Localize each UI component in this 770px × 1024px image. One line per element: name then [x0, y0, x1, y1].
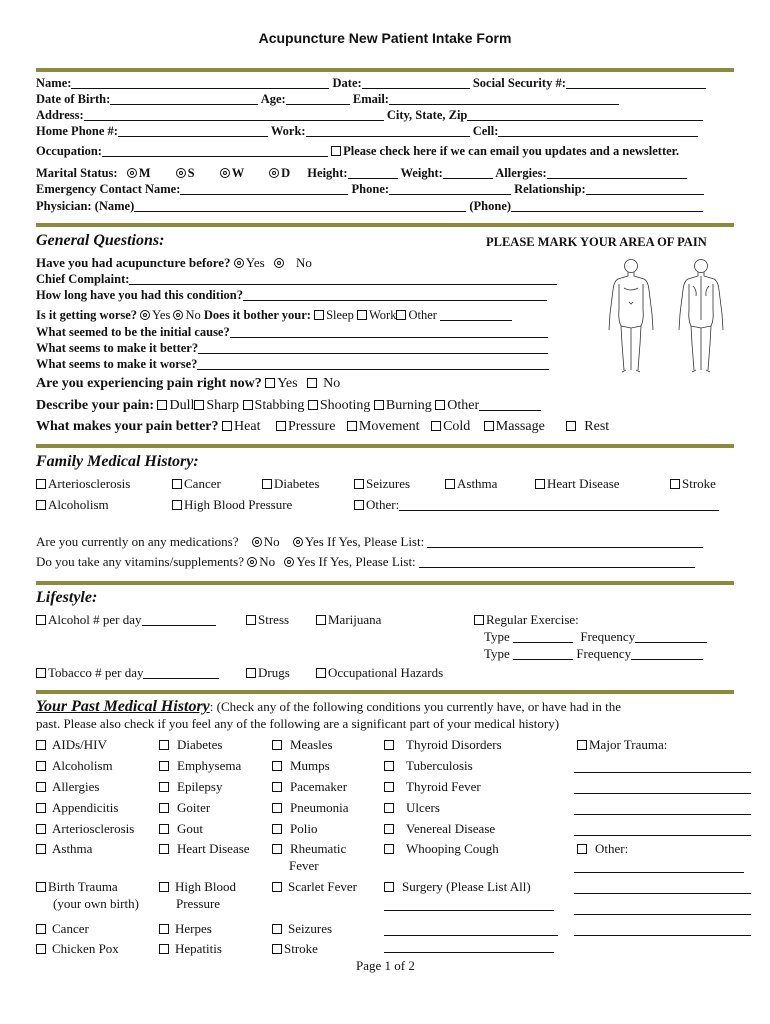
newsletter-checkbox[interactable] [331, 146, 341, 156]
had-acu-label: Have you had acupuncture before? [36, 255, 231, 270]
better-heat-checkbox[interactable] [222, 421, 232, 431]
home-phone-label: Home Phone #: [36, 124, 118, 138]
name-field[interactable] [71, 76, 329, 89]
rheumatic-fever-cont: Fever [289, 858, 319, 873]
exercise-label: Regular Exercise: [486, 612, 579, 627]
yes-label: Yes [152, 308, 171, 322]
better-label: What seems to make it better? [36, 341, 199, 355]
worse-no-radio[interactable] [173, 310, 183, 320]
alcohol-field[interactable] [142, 613, 216, 626]
worse2-field[interactable] [197, 357, 549, 370]
stroke-label: Stroke [284, 941, 318, 956]
pmh-label: Gout [177, 821, 203, 836]
pain-burning: Burning [385, 398, 432, 413]
page-title: Acupuncture New Patient Intake Form [258, 30, 512, 46]
fam-hbp-checkbox[interactable] [172, 500, 182, 510]
pmh-checkbox[interactable] [384, 761, 394, 771]
ssn-label: Social Security #: [472, 76, 566, 90]
past-intro-1: : (Check any of the following conditions you currently have, or have had in the [209, 699, 621, 714]
pmh-label: Whooping Cough [406, 841, 499, 856]
general-heading: General Questions: [36, 232, 165, 249]
makes-better-label: What makes your pain better? [36, 419, 219, 434]
fam-alcoholism-checkbox[interactable] [36, 500, 46, 510]
pain-sharp-checkbox[interactable] [194, 400, 204, 410]
chief-label: Chief Complaint: [36, 272, 130, 286]
age-label: Age: [260, 92, 286, 106]
allergies-field[interactable] [547, 166, 687, 179]
better-cold: Cold [443, 419, 471, 434]
tobacco-label: Tobacco # per day [48, 665, 144, 680]
better-rest-checkbox[interactable] [566, 421, 576, 431]
physician-field[interactable] [134, 199, 466, 212]
marital-w: W [231, 166, 245, 180]
hbp-checkbox[interactable] [159, 882, 169, 892]
pmh-label: Arteriosclerosis [52, 821, 135, 836]
pmh-label: Heart Disease [177, 841, 250, 856]
marital-w-radio[interactable] [220, 168, 230, 178]
pmh-checkbox[interactable] [36, 824, 46, 834]
surgery-line-2[interactable] [384, 935, 558, 936]
city-field[interactable] [467, 108, 703, 121]
pmh-checkbox[interactable] [159, 740, 169, 750]
better-movement: Movement [358, 419, 420, 434]
pmh-label: AIDs/HIV [52, 737, 107, 752]
major-trauma-label: Major Trauma: [589, 737, 668, 752]
marijuana-checkbox[interactable] [316, 615, 326, 625]
no-label: No [263, 534, 280, 549]
marital-m-radio[interactable] [127, 168, 137, 178]
fam-cancer: Cancer [184, 476, 221, 491]
own-birth-label: (your own birth) [53, 896, 139, 911]
other-field[interactable] [440, 308, 512, 321]
pmh-label: Mumps [290, 758, 330, 773]
pmh-item[interactable] [272, 758, 330, 774]
pmh-label: Measles [290, 737, 333, 752]
describe-label: Describe your pain [36, 398, 150, 413]
chief-field[interactable] [129, 272, 557, 285]
better-pressure-checkbox[interactable] [276, 421, 286, 431]
trauma-line-3[interactable] [574, 814, 751, 815]
frequency-field-1[interactable] [635, 630, 707, 643]
date-label: Date: [332, 76, 362, 90]
physician-label: Physician: (Name) [36, 199, 135, 213]
pmh-item[interactable] [36, 737, 107, 753]
pmh-item[interactable] [36, 800, 118, 816]
pmh-checkbox[interactable] [159, 803, 169, 813]
other-label: Other [408, 308, 437, 322]
type-label: Type [484, 646, 510, 661]
pmh-checkbox[interactable] [272, 803, 282, 813]
no-label: No [323, 376, 341, 391]
worse-yes-radio[interactable] [140, 310, 150, 320]
hepatitis-checkbox[interactable] [159, 944, 169, 954]
marital-d-radio[interactable] [269, 168, 279, 178]
emergency-label: Emergency Contact Name: [36, 182, 181, 196]
dob-label: Date of Birth: [36, 92, 111, 106]
pain-shooting-checkbox[interactable] [308, 400, 318, 410]
better-heat: Heat [234, 419, 261, 434]
hbp-label-2: Pressure [176, 896, 221, 911]
pmh-checkbox[interactable] [159, 844, 169, 854]
worse-label: Is it getting worse? [36, 308, 138, 322]
pmh-label: Diabetes [177, 737, 223, 752]
pmh-item[interactable] [384, 821, 495, 837]
pmh-label: Pacemaker [290, 779, 348, 794]
occupation-label: Occupation: [36, 144, 102, 158]
how-long-label: How long have you had this condition? [36, 288, 243, 302]
herpes-checkbox[interactable] [159, 924, 169, 934]
fam-other-field[interactable] [399, 498, 719, 511]
pmh-checkbox[interactable] [36, 782, 46, 792]
had-acu-yes-radio[interactable] [234, 258, 244, 268]
pmh-other-label: Other: [595, 841, 629, 856]
pmh-label: Epilepsy [177, 779, 223, 794]
weight-label: Weight: [400, 166, 443, 180]
exercise-checkbox[interactable] [474, 615, 484, 625]
pmh-label: Thyroid Fever [406, 779, 481, 794]
frequency-label: Frequency [580, 629, 636, 644]
relationship-field[interactable] [586, 182, 704, 195]
experiencing-no-checkbox[interactable] [307, 378, 317, 388]
initial-field[interactable] [230, 325, 548, 338]
fam-asthma: Asthma [457, 476, 498, 491]
fam-seizures: Seizures [366, 476, 411, 491]
cancer-label: Cancer [52, 921, 89, 936]
frequency-label: Frequency [576, 646, 632, 661]
height-label: Height: [307, 166, 348, 180]
sleep-label: Sleep [326, 308, 354, 322]
emergency-field[interactable] [180, 182, 348, 195]
pmh-item[interactable] [384, 841, 499, 857]
no-label: No [185, 308, 201, 322]
page-number: Page 1 of 2 [356, 958, 415, 973]
pmh-item[interactable] [384, 779, 481, 795]
age-field[interactable] [286, 92, 350, 105]
pmh-other-checkbox[interactable] [577, 844, 587, 854]
pmh-label: Allergies [52, 779, 100, 794]
fam-arteriosclerosis: Arteriosclerosis [48, 476, 131, 491]
fam-heart-checkbox[interactable] [535, 479, 545, 489]
body-front-figure [609, 260, 653, 373]
sleep-checkbox[interactable] [314, 310, 324, 320]
pmh-label: Appendicitis [52, 800, 119, 815]
pmh-checkbox[interactable] [272, 844, 282, 854]
pmh-item[interactable] [159, 779, 223, 795]
pmh-item[interactable] [384, 800, 440, 816]
better-movement-checkbox[interactable] [347, 421, 357, 431]
pain-dull-checkbox[interactable] [157, 400, 167, 410]
frequency-field-2[interactable] [631, 647, 703, 660]
type-field-2[interactable] [513, 647, 573, 660]
divider [36, 223, 734, 227]
occupational-label: Occupational Hazards [328, 665, 444, 680]
meds-label: Are you currently on any medications? [36, 534, 239, 549]
pmh-checkbox[interactable] [36, 740, 46, 750]
other-line-4[interactable] [574, 935, 751, 936]
pmh-checkbox[interactable] [159, 824, 169, 834]
surgery-label: Surgery (Please List All) [402, 879, 531, 894]
pmh-item[interactable] [272, 841, 346, 857]
cell-field[interactable] [498, 124, 698, 137]
pmh-label: Tuberculosis [406, 758, 473, 773]
pmh-checkbox[interactable] [272, 824, 282, 834]
meds-list-field[interactable] [427, 535, 703, 548]
vit-list-field[interactable] [419, 555, 695, 568]
pmh-item[interactable] [159, 758, 241, 774]
newsletter-label: Please check here if we can email you updates and a newsletter. [343, 144, 680, 158]
pmh-item[interactable] [36, 779, 99, 795]
divider [36, 581, 734, 585]
better-rest: Rest [584, 419, 610, 434]
pmh-item[interactable] [272, 800, 349, 816]
occupational-checkbox[interactable] [316, 668, 326, 678]
pmh-checkbox[interactable] [159, 761, 169, 771]
pmh-label: Ulcers [406, 800, 440, 815]
other-line-2[interactable] [574, 893, 751, 894]
phone-field[interactable] [389, 182, 511, 195]
type-label: Type [484, 629, 510, 644]
city-label: City, State, Zip [386, 108, 468, 122]
pain-area-label: PLEASE MARK YOUR AREA OF PAIN [486, 235, 707, 249]
type-field-1[interactable] [513, 630, 573, 643]
pain-sharp: Sharp [206, 398, 240, 413]
drugs-label: Drugs [258, 665, 290, 680]
pmh-label: Asthma [52, 841, 93, 856]
fam-heart: Heart Disease [547, 476, 620, 491]
herpes-label: Herpes [175, 921, 212, 936]
hbp-label: High Blood [175, 879, 237, 894]
seizures-checkbox[interactable] [272, 924, 282, 934]
seizures-label: Seizures [288, 921, 333, 936]
pain-shooting: Shooting [319, 398, 371, 413]
better-massage: Massage [495, 419, 545, 434]
fam-cancer-checkbox[interactable] [172, 479, 182, 489]
pain-dull: Dull [169, 398, 195, 413]
pmh-checkbox[interactable] [272, 782, 282, 792]
pain-other-field[interactable] [479, 398, 541, 411]
work-label: Work [368, 308, 397, 322]
cell-label: Cell: [472, 124, 499, 138]
marijuana-label: Marijuana [328, 612, 382, 627]
pmh-item[interactable] [36, 758, 113, 774]
lifestyle-heading: Lifestyle: [36, 589, 98, 606]
fam-stroke: Stroke [682, 476, 716, 491]
fam-other-checkbox[interactable] [354, 500, 364, 510]
pmh-label: Venereal Disease [406, 821, 496, 836]
pmh-item[interactable] [272, 779, 347, 795]
pmh-item[interactable] [384, 758, 473, 774]
pmh-checkbox[interactable] [384, 782, 394, 792]
email-label: Email: [352, 92, 389, 106]
pmh-item[interactable] [36, 841, 92, 857]
marital-s-radio[interactable] [176, 168, 186, 178]
meds-yes-label: Yes If Yes, Please List: [304, 534, 425, 549]
pmh-item[interactable] [384, 737, 502, 753]
work-checkbox[interactable] [357, 310, 367, 320]
trauma-line-4[interactable] [574, 835, 751, 836]
past-heading: Your Past Medical History [36, 698, 210, 715]
pmh-checkbox[interactable] [272, 761, 282, 771]
alcohol-checkbox[interactable] [36, 615, 46, 625]
marital-d: D [281, 166, 291, 180]
pmh-checkbox[interactable] [36, 803, 46, 813]
pmh-checkbox[interactable] [36, 761, 46, 771]
vit-yes-radio[interactable] [284, 557, 294, 567]
tobacco-field[interactable] [143, 666, 219, 679]
address-field[interactable] [84, 108, 384, 121]
better-pressure: Pressure [287, 419, 336, 434]
date-field[interactable] [362, 76, 470, 89]
physician-phone-label: (Phone) [469, 199, 512, 213]
pmh-checkbox[interactable] [384, 824, 394, 834]
other-line-1[interactable] [574, 872, 744, 873]
bother-label: Does it bother your: [203, 308, 311, 322]
fam-diabetes-checkbox[interactable] [262, 479, 272, 489]
name-label: Name: [36, 76, 72, 90]
major-trauma-checkbox[interactable] [577, 740, 587, 750]
pmh-item[interactable] [272, 737, 333, 753]
dob-field[interactable] [110, 92, 258, 105]
other-line-3[interactable] [574, 914, 751, 915]
pmh-label: Goiter [177, 800, 211, 815]
pmh-item[interactable] [159, 821, 203, 837]
trauma-line-2[interactable] [574, 793, 751, 794]
pmh-label: Alcoholism [52, 758, 113, 773]
pmh-item[interactable] [159, 737, 222, 753]
initial-label: What seemed to be the initial cause? [36, 325, 230, 339]
work-label: Work: [270, 124, 306, 138]
body-diagram[interactable] [596, 254, 736, 374]
divider [36, 68, 734, 72]
body-back-figure [679, 260, 723, 373]
work-field[interactable] [306, 124, 470, 137]
pmh-label: Emphysema [177, 758, 242, 773]
marital-s: S [187, 166, 195, 180]
meds-yes-radio[interactable] [293, 537, 303, 547]
how-long-field[interactable] [243, 288, 547, 301]
trauma-line-1[interactable] [574, 772, 751, 773]
drugs-checkbox[interactable] [246, 668, 256, 678]
pmh-label: Rheumatic [290, 841, 347, 856]
pain-burning-checkbox[interactable] [374, 400, 384, 410]
fam-other: Other: [366, 497, 400, 512]
pmh-label: Pneumonia [290, 800, 349, 815]
alcohol-label: Alcohol # per day [48, 612, 142, 627]
divider [36, 444, 734, 448]
worse2-label: What seems to make it worse? [36, 357, 198, 371]
weight-field[interactable] [443, 166, 493, 179]
fam-diabetes: Diabetes [274, 476, 320, 491]
stress-label: Stress [258, 612, 290, 627]
other-checkbox[interactable] [396, 310, 406, 320]
experiencing-yes-checkbox[interactable] [265, 378, 275, 388]
past-intro-2: past. Please also check if you feel any of the following are a significant part of your medical history) [36, 716, 560, 731]
surgery-line-3[interactable] [384, 952, 554, 953]
chicken-pox-checkbox[interactable] [36, 944, 46, 954]
had-acu-no-radio[interactable] [274, 258, 284, 268]
hepatitis-label: Hepatitis [175, 941, 222, 956]
allergies-label: Allergies: [495, 166, 547, 180]
better-field[interactable] [198, 341, 548, 354]
better-cold-checkbox[interactable] [431, 421, 441, 431]
stroke-checkbox[interactable] [272, 944, 282, 954]
pain-other: Other [447, 398, 480, 413]
height-field[interactable] [348, 166, 398, 179]
fam-hbp: High Blood Pressure [184, 497, 293, 512]
pain-stabbing: Stabbing [254, 398, 305, 413]
family-heading: Family Medical History: [36, 453, 199, 470]
experiencing-label: Are you experiencing pain right now? [36, 376, 262, 391]
pmh-item[interactable] [272, 821, 317, 837]
physician-phone-field[interactable] [511, 199, 703, 212]
vit-no-radio[interactable] [247, 557, 257, 567]
divider [36, 690, 734, 694]
scarlet-label: Scarlet Fever [288, 879, 357, 894]
marital-label: Marital Status: [36, 166, 118, 180]
chicken-pox-label: Chicken Pox [52, 941, 119, 956]
stress-checkbox[interactable] [246, 615, 256, 625]
pmh-checkbox[interactable] [384, 844, 394, 854]
yes-label: Yes [277, 376, 298, 391]
pmh-checkbox[interactable] [272, 740, 282, 750]
pmh-label: Thyroid Disorders [406, 737, 502, 752]
pmh-item[interactable] [159, 800, 210, 816]
better-massage-checkbox[interactable] [484, 421, 494, 431]
fam-stroke-checkbox[interactable] [670, 479, 680, 489]
tobacco-checkbox[interactable] [36, 668, 46, 678]
birth-trauma-checkbox[interactable] [36, 882, 46, 892]
address-label: Address: [36, 108, 84, 122]
pmh-item[interactable] [36, 821, 134, 837]
occupation-field[interactable] [102, 144, 328, 157]
marital-m: M [138, 166, 151, 180]
yes-label: Yes [245, 255, 265, 270]
fam-seizures-checkbox[interactable] [354, 479, 364, 489]
home-phone-field[interactable] [118, 124, 268, 137]
pain-stabbing-checkbox[interactable] [243, 400, 253, 410]
birth-trauma-label: Birth Trauma [48, 879, 118, 894]
pmh-checkbox[interactable] [384, 803, 394, 813]
pmh-item[interactable] [159, 841, 250, 857]
vit-yes-label: Yes If Yes, Please List: [296, 554, 416, 569]
phone-label: Phone: [351, 182, 390, 196]
no-label: No [295, 255, 312, 270]
fam-asthma-checkbox[interactable] [445, 479, 455, 489]
fam-alcoholism: Alcoholism [48, 497, 109, 512]
fam-arteriosclerosis-checkbox[interactable] [36, 479, 46, 489]
pmh-label: Polio [290, 821, 318, 836]
cancer-checkbox[interactable] [36, 924, 46, 934]
pain-other-checkbox[interactable] [435, 400, 445, 410]
no-label: No [259, 554, 276, 569]
surgery-line-1[interactable] [384, 910, 554, 911]
ssn-field[interactable] [566, 76, 706, 89]
pmh-checkbox[interactable] [159, 782, 169, 792]
vit-label: Do you take any vitamins/supplements? [36, 554, 244, 569]
meds-no-radio[interactable] [252, 537, 262, 547]
scarlet-checkbox[interactable] [272, 882, 282, 892]
relationship-label: Relationship: [514, 182, 586, 196]
surgery-checkbox[interactable] [384, 882, 394, 892]
pmh-checkbox[interactable] [36, 844, 46, 854]
email-field[interactable] [389, 92, 619, 105]
pmh-checkbox[interactable] [384, 740, 394, 750]
